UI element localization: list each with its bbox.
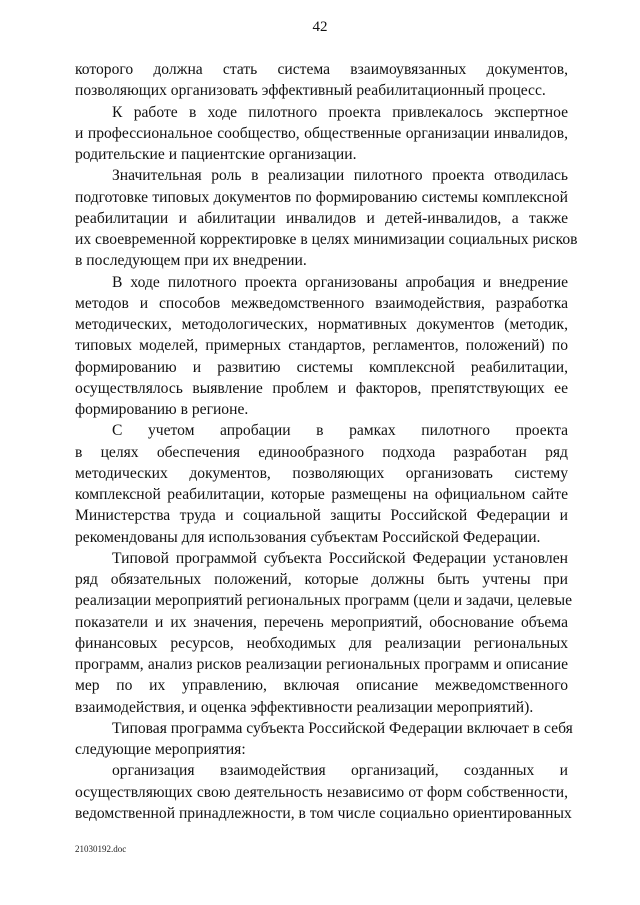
- text-line: рекомендованы для использования субъектам Российской Федерации.: [75, 529, 541, 546]
- text-line: Типовая программа субъекта Российской Федерации включает в себя: [112, 720, 573, 737]
- text-line: и профессиональное сообщество, общественные организации инвалидов,: [75, 125, 568, 142]
- text-line: ряд обязательных положений, которые должны быть учтены при: [75, 571, 568, 588]
- text-line: В ходе пилотного проекта организованы апробация и внедрение: [112, 274, 568, 291]
- text-line: программ, анализ рисков реализации региональных программ и описание: [75, 656, 568, 673]
- text-line: показатели и их значения, перечень мероприятий, обоснование объема: [75, 614, 568, 631]
- text-line: Министерства труда и социальной защиты Российской Федерации и: [75, 507, 568, 524]
- text-line: их своевременной корректировке в целях минимизации социальных рисков: [75, 231, 578, 248]
- text-line: позволяющих организовать эффективный реабилитационный процесс.: [75, 82, 546, 99]
- text-line: организация взаимодействия организаций, созданных и: [112, 762, 568, 779]
- text-line: реабилитации и абилитации инвалидов и детей-инвалидов, а также: [75, 210, 568, 227]
- text-line: методических документов, позволяющих организовать систему: [75, 465, 568, 482]
- text-line: подготовке типовых документов по формированию системы комплексной: [75, 189, 568, 206]
- text-line: типовых моделей, примерных стандартов, регламентов, положений) по: [75, 337, 568, 354]
- text-line: в последующем при их внедрении.: [75, 252, 307, 269]
- text-line: следующие мероприятия:: [75, 741, 246, 758]
- text-line: осуществляющих свою деятельность независимо от форм собственности,: [75, 784, 568, 801]
- text-line: формированию в регионе.: [75, 401, 249, 418]
- text-line: родительские и пациентские организации.: [75, 146, 357, 163]
- document-filename: 21030192.doc: [75, 844, 127, 854]
- text-line: в целях обеспечения единообразного подхода разработан ряд: [75, 444, 568, 461]
- text-line: взаимодействия, и оценка эффективности реализации мероприятий).: [75, 699, 534, 716]
- text-line: формированию и развитию системы комплексной реабилитации,: [75, 359, 568, 376]
- text-line: комплексной реабилитации, которые размещены на официальном сайте: [75, 486, 568, 503]
- text-line: мер по их управлению, включая описание межведомственного: [75, 677, 568, 694]
- text-line: С учетом апробации в рамках пилотного проекта: [112, 422, 568, 439]
- text-line: Значительная роль в реализации пилотного проекта отводилась: [112, 167, 568, 184]
- text-line: Типовой программой субъекта Российской Федерации установлен: [112, 550, 568, 567]
- page-number: 42: [312, 19, 328, 35]
- text-line: осуществлялось выявление проблем и факторов, препятствующих ее: [75, 380, 568, 397]
- text-line: которого должна стать система взаимоувязанных документов,: [75, 61, 568, 78]
- text-line: методов и способов межведомственного взаимодействия, разработка: [75, 295, 568, 312]
- text-line: методических, методологических, нормативных документов (методик,: [75, 316, 568, 333]
- text-line: К работе в ходе пилотного проекта привлекалось экспертное: [112, 104, 568, 121]
- text-line: ведомственной принадлежности, в том числе социально ориентированных: [75, 805, 572, 822]
- text-line: реализации мероприятий региональных программ (цели и задачи, целевые: [75, 592, 573, 609]
- text-line: финансовых ресурсов, необходимых для реализации региональных: [75, 635, 568, 652]
